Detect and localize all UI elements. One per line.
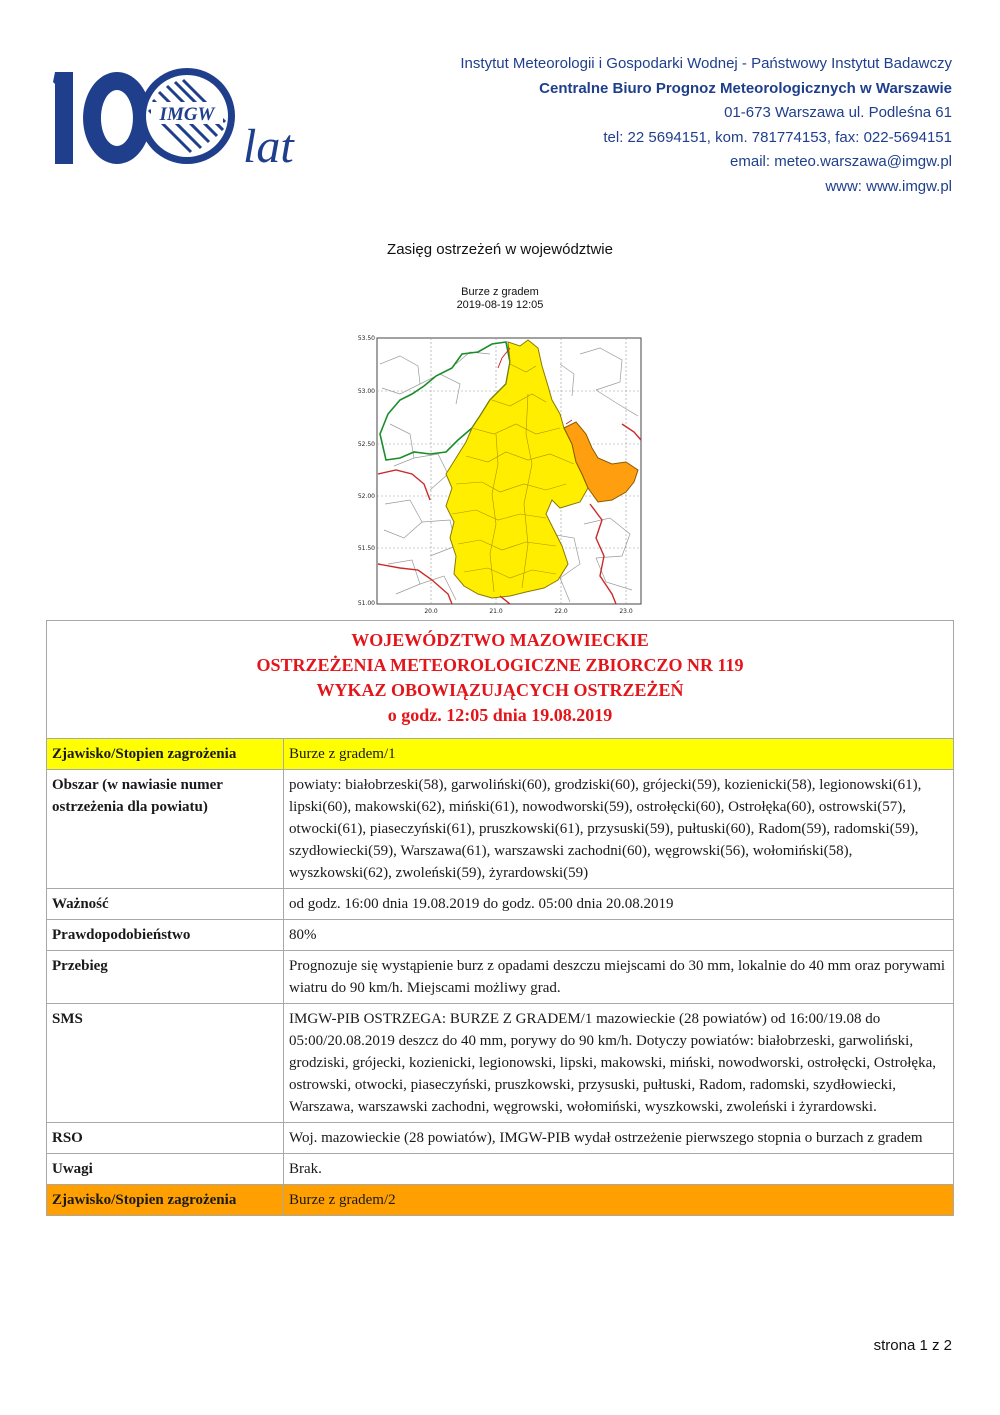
heading-line: o godz. 12:05 dnia 19.08.2019: [387, 705, 613, 725]
row-label: Prawdopodobieństwo: [47, 920, 284, 951]
row-value: powiaty: białobrzeski(58), garwoliński(60), grodziski(60), grójecki(59), kozienicki(58), legionowski(61), lipski(60), makowski(62), miński(61), nowodworski(59), ostrołęcki(60), Ostrołęka(60), ostrowski(57), otwocki(61), piaseczyński(61), pruszkowski(61), przysuski(59), pułtuski(60), Radom(59), radomski(59), szydłowiecki(59), Warszawa(61), warszawski zachodni(60), węgrowski(56), wołomiński(58), wyszkowski(62), zwoleński(59), żyrardowski(59): [284, 770, 954, 889]
map-title-block: [0, 286, 1000, 312]
row-label: SMS: [47, 1004, 284, 1123]
lon-tick-labels: [424, 608, 633, 615]
page-number: strona 1 z 2: [873, 1337, 952, 1354]
address: 01-673 Warszawa ul. Podleśna 61: [724, 104, 952, 121]
warnings-heading: [47, 621, 954, 739]
table-row-validity: [47, 889, 954, 920]
lon-tick-label: 20.0: [424, 608, 438, 615]
row-value: 80%: [284, 920, 954, 951]
map-caption: Zasięg ostrzeżeń w województwie: [387, 241, 613, 258]
lat-tick-label: 52.00: [357, 493, 375, 500]
row-label: Zjawisko/Stopien zagrożenia: [47, 739, 284, 770]
row-label: Przebieg: [47, 951, 284, 1004]
table-row-remarks: [47, 1154, 954, 1185]
row-value: Burze z gradem/2: [284, 1185, 954, 1216]
warning-map: [357, 324, 648, 620]
institute-info: [460, 52, 952, 199]
row-value: od godz. 16:00 dnia 19.08.2019 do godz. 05:00 dnia 20.08.2019: [284, 889, 954, 920]
table-row-sms: [47, 1004, 954, 1123]
lat-tick-label: 53.00: [357, 388, 375, 395]
lon-tick-label: 22.0: [554, 608, 568, 615]
row-value: Prognozuje się wystąpienie burz z opadami deszczu miejscami do 30 mm, lokalnie do 40 mm oraz porywami wiatru do 90 km/h. Miejscami możliwy grad.: [284, 951, 954, 1004]
email[interactable]: email: meteo.warszawa@imgw.pl: [730, 153, 952, 170]
lat-tick-label: 51.50: [357, 545, 375, 552]
imgw-100-lat-logo: [55, 58, 305, 173]
row-value: Burze z gradem/1: [284, 739, 954, 770]
table-row-probability: [47, 920, 954, 951]
table-row-rso: [47, 1123, 954, 1154]
warnings-table: [46, 620, 954, 1216]
office-name: Centralne Biuro Prognoz Meteorologicznych w Warszawie: [539, 79, 952, 97]
map-datetime: 2019-08-19 12:05: [456, 299, 544, 311]
warnings-heading-row: [47, 621, 954, 739]
lon-tick-label: 21.0: [489, 608, 503, 615]
table-row-area: [47, 770, 954, 889]
table-row-phenomenon-1: [47, 739, 954, 770]
heading-line: WOJEWÓDZTWO MAZOWIECKIE: [351, 630, 649, 650]
website[interactable]: www: www.imgw.pl: [825, 177, 952, 195]
logo-inner-text: IMGW: [159, 104, 215, 125]
row-value: Brak.: [284, 1154, 954, 1185]
row-label: Uwagi: [47, 1154, 284, 1185]
logo-digits: [53, 72, 151, 164]
phone: tel: 22 5694151, kom. 781774153, fax: 022-5694151: [603, 128, 952, 146]
lat-tick-labels: [358, 335, 375, 607]
map-title: Burze z gradem: [461, 286, 539, 298]
row-label: Zjawisko/Stopien zagrożenia: [47, 1185, 284, 1216]
heading-line: OSTRZEŻENIA METEOROLOGICZNE ZBIORCZO NR 119: [256, 655, 744, 675]
lon-tick-label: 23.0: [619, 608, 633, 615]
table-row-course: [47, 951, 954, 1004]
heading-line: WYKAZ OBOWIĄZUJĄCYCH OSTRZEŻEŃ: [316, 680, 684, 700]
lat-tick-label: 52.50: [357, 441, 375, 448]
logo-globe: [139, 68, 235, 164]
row-label: Obszar (w nawiasie numer ostrzeżenia dla powiatu): [47, 770, 284, 889]
row-label: RSO: [47, 1123, 284, 1154]
row-value: Woj. mazowieckie (28 powiatów), IMGW-PIB wydał ostrzeżenie pierwszego stopnia o burzach z gradem: [284, 1123, 954, 1154]
lat-tick-label: 51.00: [357, 600, 375, 607]
row-value: IMGW-PIB OSTRZEGA: BURZE Z GRADEM/1 mazowieckie (28 powiatów) od 16:00/19.08 do 05:00/20.08.2019 deszcz do 40 mm, porywy do 90 km/h. Dotyczy powiatów: białobrzeski, garwoliński, grodziski, grójecki, kozienicki, legionowski, lipski, makowski, miński, nowodworski, ostrołęcki, Ostrołęka, ostrowski, otwocki, piaseczyński, pruszkowski, przysuski, pułtuski, Radom, radomski, szydłowiecki, Warszawa, warszawski zachodni, węgrowski, wołomiński, wyszkowski, zwoleński i żyrardowski.: [284, 1004, 954, 1123]
row-label: Ważność: [47, 889, 284, 920]
lat-tick-label: 53.50: [357, 335, 375, 342]
logo-script-text: lat: [243, 120, 294, 173]
institute-name: Instytut Meteorologii i Gospodarki Wodnej - Państwowy Instytut Badawczy: [460, 55, 952, 72]
table-row-phenomenon-2: [47, 1185, 954, 1216]
